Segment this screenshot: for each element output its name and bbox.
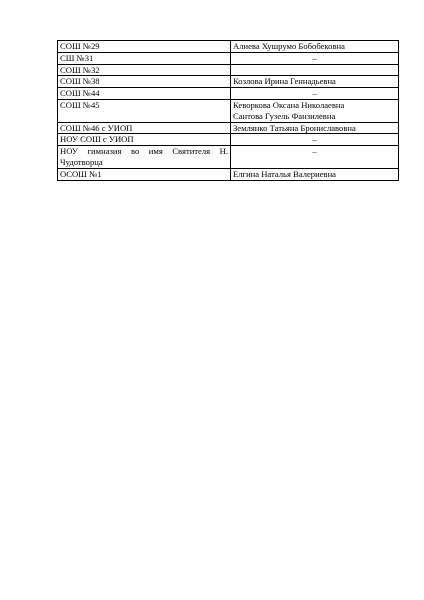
person-cell bbox=[231, 76, 399, 88]
table-row bbox=[58, 64, 399, 76]
person-cell bbox=[231, 64, 399, 76]
person-cell bbox=[231, 99, 399, 122]
schools-table bbox=[57, 40, 399, 181]
person-cell bbox=[231, 134, 399, 146]
school-cell: НОУ гимназия во имя Святителя Н. Чудотворца bbox=[58, 146, 231, 169]
school-cell: СОШ №29 bbox=[58, 41, 231, 53]
table-row bbox=[58, 99, 399, 122]
school-cell: СОШ №45 bbox=[58, 99, 231, 122]
table-row bbox=[58, 76, 399, 88]
person-cell bbox=[231, 88, 399, 100]
school-cell: НОУ СОШ с УИОП bbox=[58, 134, 231, 146]
table-row bbox=[58, 168, 399, 180]
person-cell bbox=[231, 41, 399, 53]
person-cell bbox=[231, 52, 399, 64]
person-name: Кеворкова Оксана Николаевна bbox=[233, 99, 345, 110]
school-cell: СОШ №46 с УИОП bbox=[58, 122, 231, 134]
empty-dash: – bbox=[312, 146, 317, 157]
table-row bbox=[58, 134, 399, 146]
school-cell: СШ №31 bbox=[58, 52, 231, 64]
person-name: Козлова Ирина Геннадьевна bbox=[233, 76, 336, 87]
person-name: Сантова Гузель Фанзилевна bbox=[233, 110, 336, 121]
table-row bbox=[58, 122, 399, 134]
table-row bbox=[58, 41, 399, 53]
person-name: Землянко Татьяна Брониславовна bbox=[233, 122, 356, 133]
table-row bbox=[58, 146, 399, 169]
person-name: Елгина Наталья Валериевна bbox=[233, 168, 336, 179]
person-cell bbox=[231, 168, 399, 180]
table-row bbox=[58, 52, 399, 64]
person-cell bbox=[231, 122, 399, 134]
empty-dash: – bbox=[312, 88, 317, 99]
person-cell bbox=[231, 146, 399, 169]
school-cell: СОШ №38 bbox=[58, 76, 231, 88]
empty-dash: – bbox=[312, 52, 317, 63]
person-name: Алиева Хушрумо Бобобековна bbox=[233, 41, 345, 51]
empty-dash: – bbox=[312, 134, 317, 145]
school-cell: СОШ №32 bbox=[58, 64, 231, 76]
table-row bbox=[58, 88, 399, 100]
school-cell: ОСОШ №1 bbox=[58, 168, 231, 180]
school-cell: СОШ №44 bbox=[58, 88, 231, 100]
